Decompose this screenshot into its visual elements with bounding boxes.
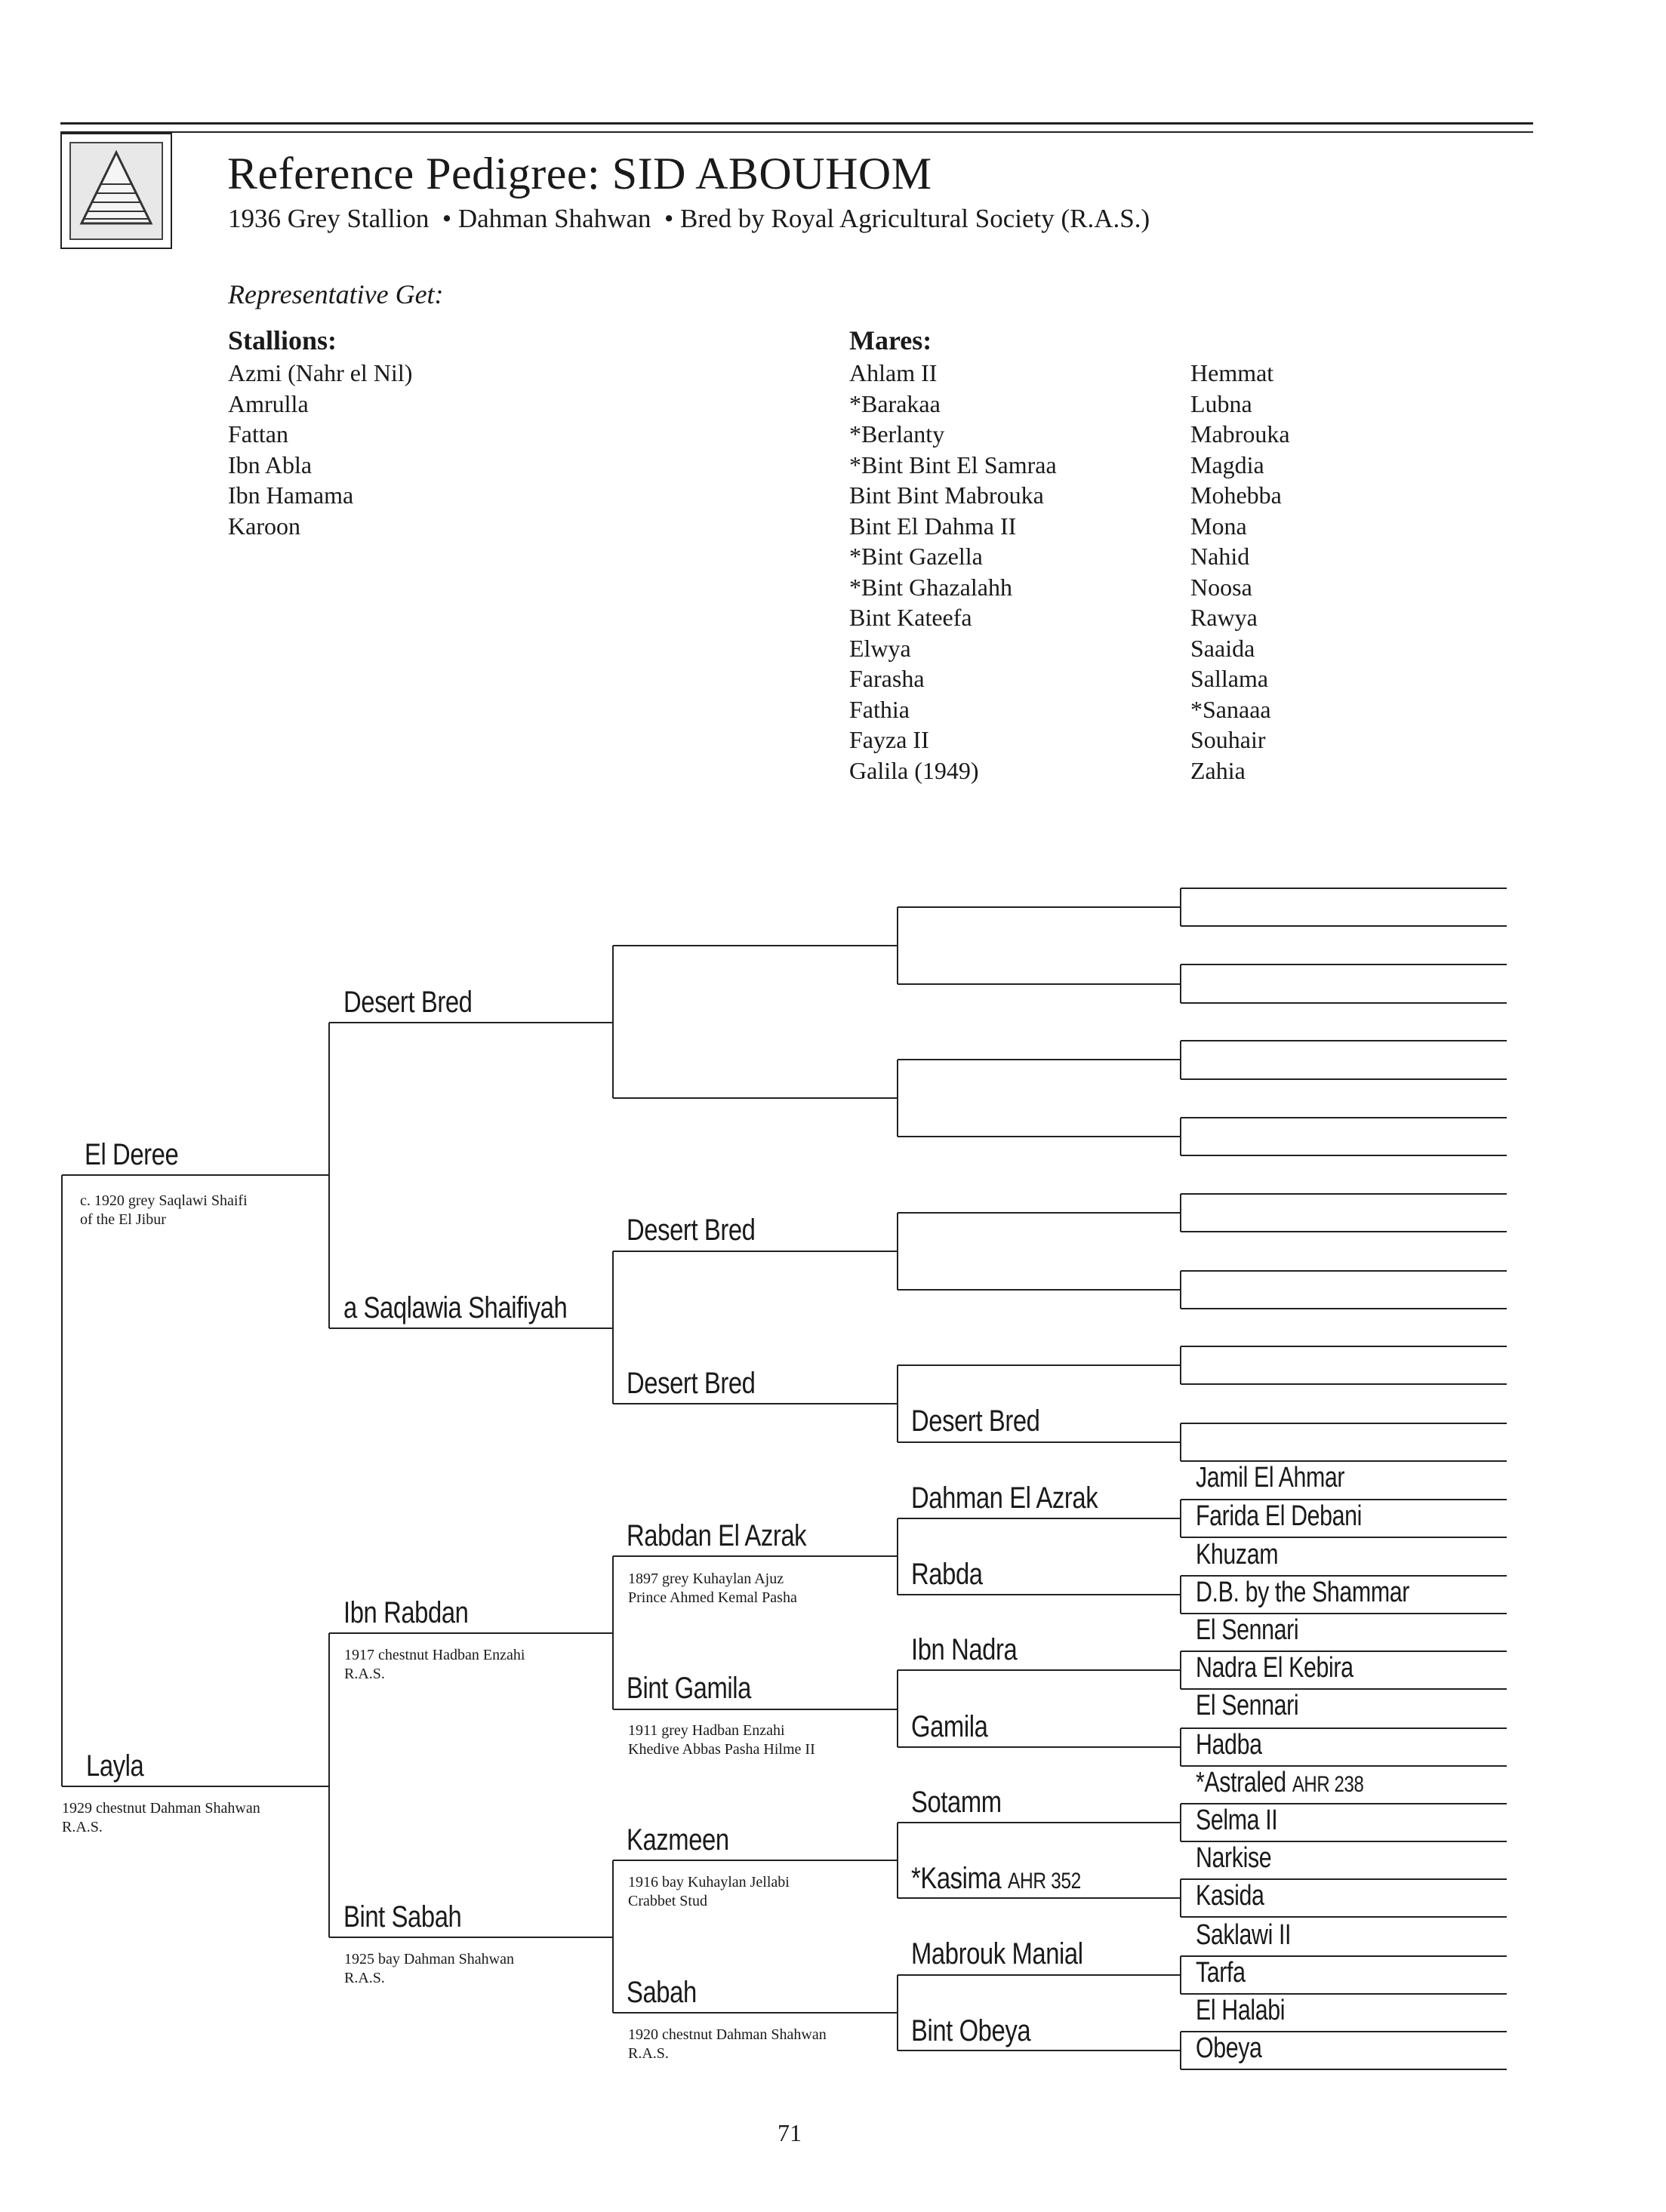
g5-name: Narkise (1196, 1842, 1272, 1874)
g3-rabdan-name: Rabdan El Azrak (627, 1519, 807, 1552)
list-item: Nahid (1190, 543, 1250, 570)
g4-desert-bred-name: Desert Bred (911, 1404, 1040, 1438)
g5-name (1196, 1767, 1363, 1799)
list-item: Lubna (1190, 389, 1252, 417)
g3-sabah-name: Sabah (627, 1976, 697, 2009)
page-number: 71 (778, 2119, 802, 2146)
g4-ibn-nadra-name: Ibn Nadra (911, 1633, 1018, 1666)
list-item: Amrulla (228, 389, 309, 417)
list-item: Saaida (1190, 634, 1255, 662)
list-item: Mohebba (1190, 481, 1282, 509)
g4-mabrouk-manial-name: Mabrouk Manial (911, 1937, 1083, 1970)
list-item: Mabrouka (1190, 420, 1290, 448)
sire-name: El Deree (85, 1138, 179, 1171)
g3-sd-sire-name: Desert Bred (627, 1214, 756, 1247)
list-item: Karoon (228, 512, 300, 540)
list-item: Bint Bint Mabrouka (849, 481, 1044, 509)
dam-name: Layla (86, 1749, 144, 1783)
list-item: Galila (1949) (849, 756, 979, 784)
dam-dam-desc: 1925 bay Dahman Shahwan R.A.S. (344, 1951, 514, 1986)
list-item: Bint Kateefa (849, 604, 972, 631)
g5-name: Obeya (1196, 2032, 1262, 2064)
list-item: Azmi (Nahr el Nil) (228, 359, 413, 386)
mares-heading: Mares: (849, 325, 932, 355)
g4-dahman-el-azrak-name: Dahman El Azrak (911, 1481, 1098, 1515)
g4-rabda-name: Rabda (911, 1558, 983, 1591)
g5-name: Khuzam (1196, 1539, 1279, 1571)
list-item: *Bint Bint El Samraa (849, 451, 1057, 478)
g4-kasima-label: *Kasima (911, 1862, 1002, 1895)
g5-name: Saklawi II (1196, 1919, 1292, 1951)
list-item: Ibn Hamama (228, 481, 354, 509)
dam-dam-name: Bint Sabah (343, 1900, 462, 1934)
page-subtitle: 1936 Grey Stallion • Dahman Shahwan • Bred by Royal Agricultural Society (R.A.S.) (228, 204, 1150, 233)
g3-kazmeen-name: Kazmeen (627, 1823, 729, 1857)
list-item: Fathia (849, 695, 910, 723)
g3-sd-dam-name: Desert Bred (627, 1367, 756, 1400)
representative-get-label: Representative Get: (228, 279, 444, 309)
g5-astraled-reg: AHR 238 (1292, 1772, 1364, 1797)
g3-bint-gamila-desc: 1911 grey Hadban Enzahi Khedive Abbas Pasha Hilme II (628, 1722, 815, 1758)
g4-kasima-name (911, 1862, 1081, 1896)
g4-gamila-name: Gamila (911, 1710, 988, 1743)
g4-sotamm-name: Sotamm (911, 1786, 1002, 1819)
list-item: Sallama (1190, 665, 1269, 692)
list-item: Hemmat (1190, 359, 1274, 386)
list-item: Bint El Dahma II (849, 512, 1017, 540)
dam-sire-name: Ibn Rabdan (343, 1596, 469, 1629)
list-item: Souhair (1190, 726, 1266, 753)
g5-name: Farida El Debani (1196, 1500, 1363, 1532)
list-item: Zahia (1190, 756, 1246, 784)
list-item: *Bint Gazella (849, 543, 983, 570)
g5-name: El Sennari (1196, 1690, 1299, 1721)
dam-desc: 1929 chestnut Dahman Shahwan R.A.S. (62, 1800, 260, 1835)
list-item: *Bint Ghazalahh (849, 573, 1012, 601)
list-item: Noosa (1190, 573, 1252, 601)
g5-astraled-label: *Astraled (1196, 1767, 1286, 1798)
list-item: Elwya (849, 634, 911, 662)
list-item: Mona (1190, 512, 1247, 540)
g5-name: Kasida (1196, 1880, 1264, 1912)
g5-name: El Halabi (1196, 1995, 1286, 2026)
list-item: Rawya (1190, 604, 1258, 631)
g5-name: El Sennari (1196, 1614, 1299, 1646)
g4-kasima-reg: AHR 352 (1007, 1869, 1081, 1894)
g5-name: D.B. by the Shammar (1196, 1577, 1409, 1608)
g3-rabdan-desc: 1897 grey Kuhaylan Ajuz Prince Ahmed Kemal Pasha (628, 1571, 797, 1606)
list-item: Farasha (849, 665, 925, 692)
g5-name: Nadra El Kebira (1196, 1652, 1353, 1684)
g5-name: Tarfa (1196, 1957, 1246, 1989)
list-item: *Berlanty (849, 420, 945, 448)
g5-name: Jamil El Ahmar (1196, 1462, 1345, 1494)
dam-sire-desc: 1917 chestnut Hadban Enzahi R.A.S. (344, 1647, 525, 1682)
list-item: Ahlam II (849, 359, 938, 386)
sire-sire-name: Desert Bred (343, 986, 473, 1019)
list-item: *Barakaa (849, 389, 941, 417)
list-item: Ibn Abla (228, 451, 313, 478)
list-item: Fattan (228, 420, 288, 448)
list-item: Fayza II (849, 726, 929, 753)
sire-desc: c. 1920 grey Saqlawi Shaifi of the El Jibur (80, 1192, 248, 1228)
g3-kazmeen-desc: 1916 bay Kuhaylan Jellabi Crabbet Stud (628, 1874, 790, 1909)
g5-name: Hadba (1196, 1729, 1262, 1761)
g4-bint-obeya-name: Bint Obeya (911, 2014, 1031, 2047)
stallions-heading: Stallions: (228, 325, 337, 355)
page-title: Reference Pedigree: SID ABOUHOM (227, 149, 932, 198)
list-item: *Sanaaa (1190, 695, 1271, 723)
sire-dam-name: a Saqlawia Shaifiyah (343, 1291, 568, 1324)
g3-sabah-desc: 1920 chestnut Dahman Shahwan R.A.S. (628, 2026, 827, 2062)
g5-name: Selma II (1196, 1804, 1278, 1836)
g3-bint-gamila-name: Bint Gamila (627, 1672, 752, 1705)
list-item: Magdia (1190, 451, 1264, 478)
